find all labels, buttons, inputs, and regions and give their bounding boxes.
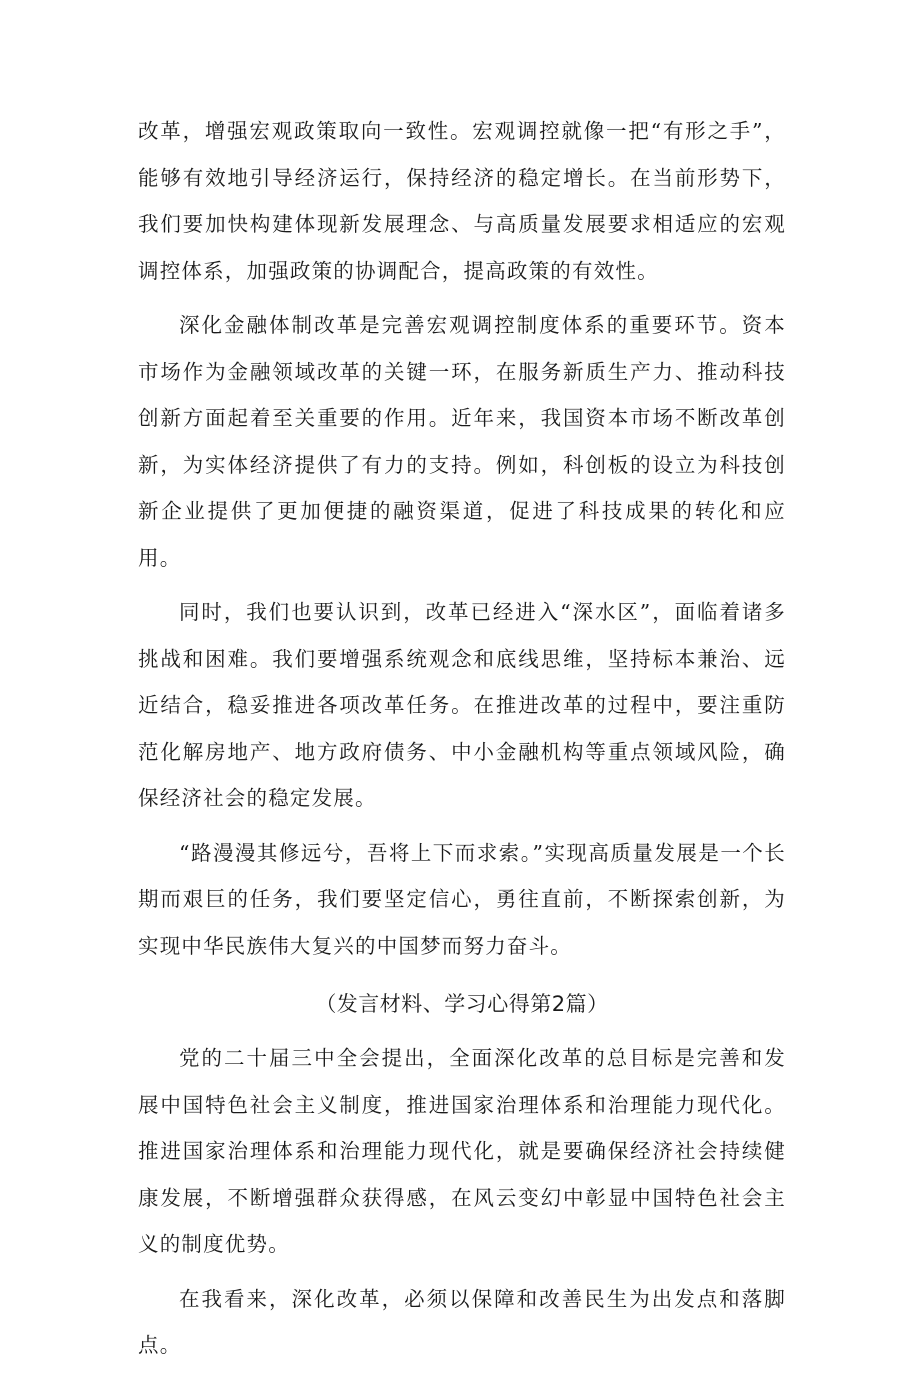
- paragraph: “路漫漫其修远兮，吾将上下而求索。”实现高质量发展是一个长期而艰巨的任务，我们要坚定信心，勇往直前，不断探索创新，为实现中华民族伟大复兴的中国梦而努力奋斗。: [138, 840, 786, 958]
- paragraph: 党的二十届三中全会提出，全面深化改革的总目标是完善和发展中国特色社会主义制度，推进国家治理体系和治理能力现代化。推进国家治理体系和治理能力现代化，就是要确保经济社会持续健康发展，不断增强群众获得感，在风云变幻中彰显中国特色社会主义的制度优势。: [138, 1046, 786, 1256]
- paragraph: 改革，增强宏观政策取向一致性。宏观调控就像一把“有形之手”，能够有效地引导经济运行，保持经济的稳定增长。在当前形势下，我们要加快构建体现新发展理念、与高质量发展要求相适应的宏观调控体系，加强政策的协调配合，提高政策的有效性。: [138, 119, 786, 283]
- paragraph: 同时，我们也要认识到，改革已经进入“深水区”，面临着诸多挑战和困难。我们要增强系统观念和底线思维，坚持标本兼治、远近结合，稳妥推进各项改革任务。在推进改革的过程中，要注重防范化解房地产、地方政府债务、中小金融机构等重点领域风险，确保经济社会的稳定发展。: [138, 600, 786, 810]
- section-heading: （发言材料、学习心得第2篇）: [315, 992, 609, 1016]
- paragraph: 在我看来，深化改革，必须以保障和改善民生为出发点和落脚点。: [138, 1286, 786, 1357]
- document-body: [138, 108, 786, 1377]
- paragraph: 深化金融体制改革是完善宏观调控制度体系的重要环节。资本市场作为金融领域改革的关键一环，在服务新质生产力、推动科技创新方面起着至关重要的作用。近年来，我国资本市场不断改革创新，为实体经济提供了有力的支持。例如，科创板的设立为科技创新企业提供了更加便捷的融资渠道，促进了科技成果的转化和应用。: [138, 313, 786, 570]
